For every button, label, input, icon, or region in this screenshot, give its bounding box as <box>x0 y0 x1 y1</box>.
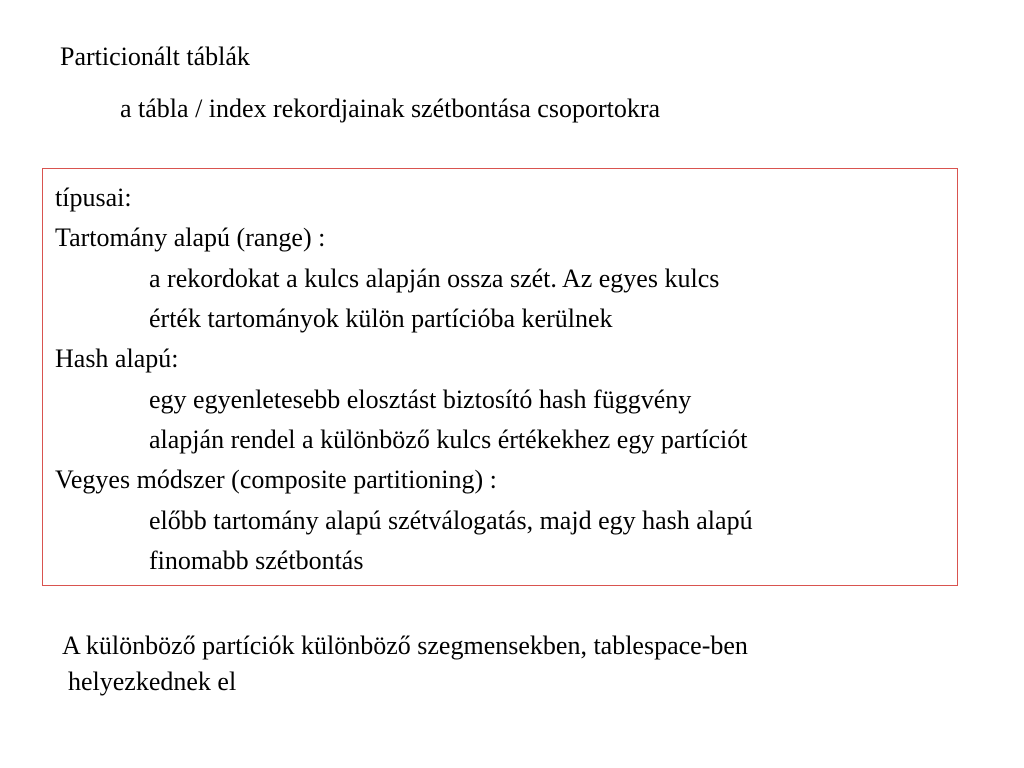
footer-note <box>62 628 748 700</box>
range-desc-line2: érték tartományok külön partícióba kerülnek <box>149 304 613 333</box>
range-label: Tartomány alapú (range) : <box>55 223 326 252</box>
composite-desc-line1: előbb tartomány alapú szétválogatás, majd egy hash alapú <box>149 506 753 535</box>
hash-desc-line2: alapján rendel a különböző kulcs értékekhez egy partíciót <box>149 425 748 454</box>
slide-title: Particionált táblák <box>60 42 250 71</box>
hash-label: Hash alapú: <box>55 344 179 373</box>
footer-line2: helyezkednek el <box>68 667 237 696</box>
composite-desc-line2: finomabb szétbontás <box>149 546 364 575</box>
types-heading: típusai: <box>55 183 132 212</box>
partition-types-box <box>42 168 958 586</box>
hash-desc-line1: egy egyenletesebb elosztást biztosító hash függvény <box>149 385 692 414</box>
composite-label: Vegyes módszer (composite partitioning) : <box>55 465 497 494</box>
range-desc-line1: a rekordokat a kulcs alapján ossza szét. Az egyes kulcs <box>149 264 720 293</box>
slide-subtitle: a tábla / index rekordjainak szétbontása csoportokra <box>120 94 661 123</box>
footer-line1: A különböző partíciók különböző szegmensekben, tablespace-ben <box>62 631 748 660</box>
